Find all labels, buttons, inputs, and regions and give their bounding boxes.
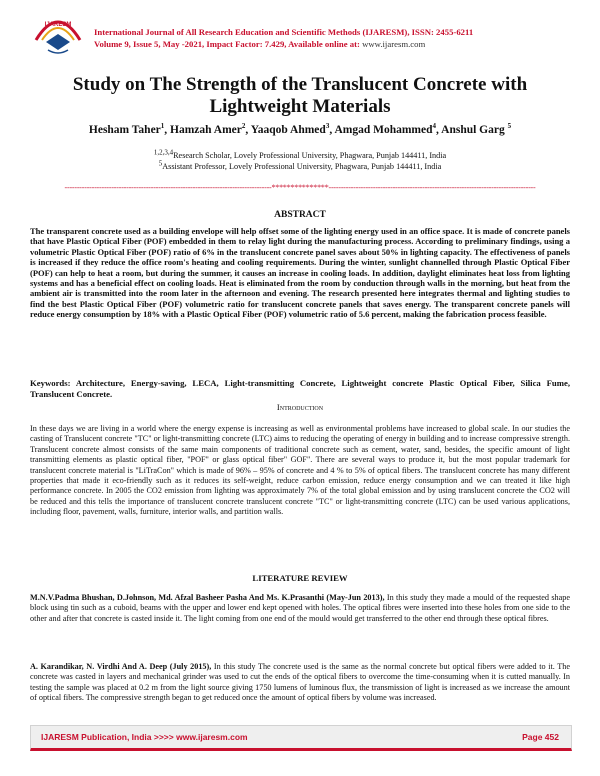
affiliation-1-sup: 1,2,3,4 — [153, 148, 174, 157]
affiliations — [30, 148, 570, 172]
literature-entry — [30, 593, 570, 624]
journal-logo — [32, 12, 84, 56]
journal-header — [94, 26, 594, 50]
literature-entry-body: In this study The concrete used is the same as the normal concrete but optical fibers were added to it. The concrete was casted in layers and mechanical grinder was used to cut the ends of the optical fibers to overcome the time-consuming when it is cutted manually. In testing the sample was placed at 0.2 m from the light source giving 1750 lumens of luminous flux, the transmission of light is increased as we increase the amount of optical fibers. The compressive strength began to get reduced once the amount of optical fibers by volume was increased. — [30, 662, 570, 703]
keywords: Keywords: Architecture, Energy-saving, LECA, Light-transmitting Concrete, Lightweight concrete Plastic Optical Fiber, Silica Fume, Translucent Concrete. — [30, 378, 570, 399]
author-name: Hesham Taher — [88, 124, 161, 136]
affiliation-2-sup: 5 — [158, 158, 163, 167]
logo-text: IJARESM — [44, 22, 72, 28]
author-name: Amgad Mohammed — [334, 124, 433, 136]
affiliation-1 — [30, 148, 570, 162]
author-sup: 4 — [432, 122, 437, 131]
author-sup: 1 — [160, 122, 165, 131]
section-separator: ------------------------------------------------------------------------------------***************------------------------------------------------------------------------------------ — [64, 183, 536, 192]
literature-entry — [30, 662, 570, 704]
abstract-heading: ABSTRACT — [274, 210, 326, 220]
introduction-heading: Introduction — [276, 402, 324, 412]
introduction-text: In these days we are living in a world where the energy expense is increasing as well as environmental problems have increased to global scale. In our studies the casting of Translucent concrete "TC" or light-transmitting concrete (LTC) aims to reducing the operating of energy in building and to increase compressive strength. Translucent concrete almost consists of the same main components of traditional concrete such as cement, water, sand, besides, the specific amount of light transmitting elements as plastic optical fiber, "POF" or glass optical fiber" GOF". There are several ways to produce it, but the most popular trademark for translucent concrete material is "LiTraCon" which is made of 96% – 95% of concrete and 4 % to 5% of optical fibers. The translucent concrete has many different properties that made it eco-friendly such as it reduces its self-weight, reduce carbon emission, reduce energy consumption and we can treated it like high performance concrete. In 2005 the CO2 emission from lighting was approximately 7% of the total global emission and by using translucent concrete the CO2 will be reduced and this tells the importance of translucent concrete translucent concrete "TC" or light-transmitting concrete (LTC) can be used various applications, including floor, pavement, walls, furniture, interior walls, and partition walls. — [30, 424, 570, 517]
journal-url[interactable]: www.ijaresm.com — [362, 39, 426, 49]
author-sup: 5 — [507, 122, 512, 131]
affiliation-1-text: Research Scholar, Lovely Professional University, Phagwara, Punjab 144411, India — [173, 151, 447, 160]
author-name: Hamzah Amer — [170, 124, 242, 136]
volume-text: Volume 9, Issue 5, May -2021, Impact Factor: 7.429, Available online at: — [94, 39, 363, 49]
literature-entry-body: In this study they made a mould of the requested shape block using tin such as a cuboid, beams with the upper and lower end kept opened with holes. The optical fibres were inserted into these holes from one side to the other and after that concrete is casted inside it. The light coming from one end of the mould would get transferred to the other end through these optical fibres. — [30, 593, 570, 623]
footer-publisher: IJARESM Publication, India >>>> www.ijaresm.com — [41, 732, 248, 742]
author-list: Hesham Taher$^1$, Hamzah Amer$^2$, Yaaqob Ahmed$^3$, Amgad Mohammed$^4$, Anshul Garg $^5$ — [88, 122, 512, 136]
affiliation-2 — [30, 158, 570, 173]
journal-name-line: International Journal of All Research Education and Scientific Methods (IJARESM), ISSN: 2455-6211 — [94, 27, 474, 37]
author-name: Yaaqob Ahmed — [250, 124, 326, 136]
literature-entry-authors: A. Karandikar, N. Virdhi And A. Deep (July 2015), — [30, 662, 212, 671]
page-footer — [30, 725, 572, 751]
author-name: Anshul Garg — [441, 124, 505, 136]
author-sup: 2 — [241, 122, 246, 131]
page-number: Page 452 — [522, 732, 559, 742]
paper-title: Study on The Strength of the Translucent Concrete with Lightweight Materials — [72, 74, 528, 117]
literature-review-heading: LITERATURE REVIEW — [252, 573, 348, 583]
literature-entry-authors: M.N.V.Padma Bhushan, D.Johnson, Md. Afzal Basheer Pasha And Ms. K.Prasanthi (May-Jun 2013), — [30, 593, 385, 602]
abstract-text: The transparent concrete used as a building envelope will help offset some of the lighting energy used in an office space. It is made of concrete panels that have Plastic Optical Fiber (POF) embedded in them to relay light during the manufacturing process. According to preliminary findings, using a volumetric Plastic Optical Fiber (POF) ratio of 6% in the translucent concrete panel saves about 50% in lighting capacity. The effectiveness of panels is increased if they reduce the office room's heating and cooling requirements. During the winter, sunlight channelled through Plastic Optical Fiber (POF) can help to heat a room, but during the summer, it causes an increase in cooling loads. In addition, daylight eliminates heat loss from lighting systems and has a beneficial effect on cooling loads. Heat is eliminated from the room by conduction through walls in the morning, but heat from the ambient air is transmitted into the room later in the afternoon and evening. The research presented here integrates thermal and lighting studies to find the best Plastic Optical Fiber (POF) volumetric ratio for translucent concrete panels that saves energy. The transparent concrete panels will reduce energy consumption by 18% with a Plastic Optical Fiber (POF) volumetric ratio of 5.6 percent, making the fabrication process feasible. — [30, 226, 570, 320]
affiliation-2-text: Assistant Professor, Lovely Professional University, Phagwara, Punjab 144411, India — [162, 161, 442, 171]
journal-volume-line — [94, 38, 594, 50]
author-sup: 3 — [325, 122, 330, 131]
